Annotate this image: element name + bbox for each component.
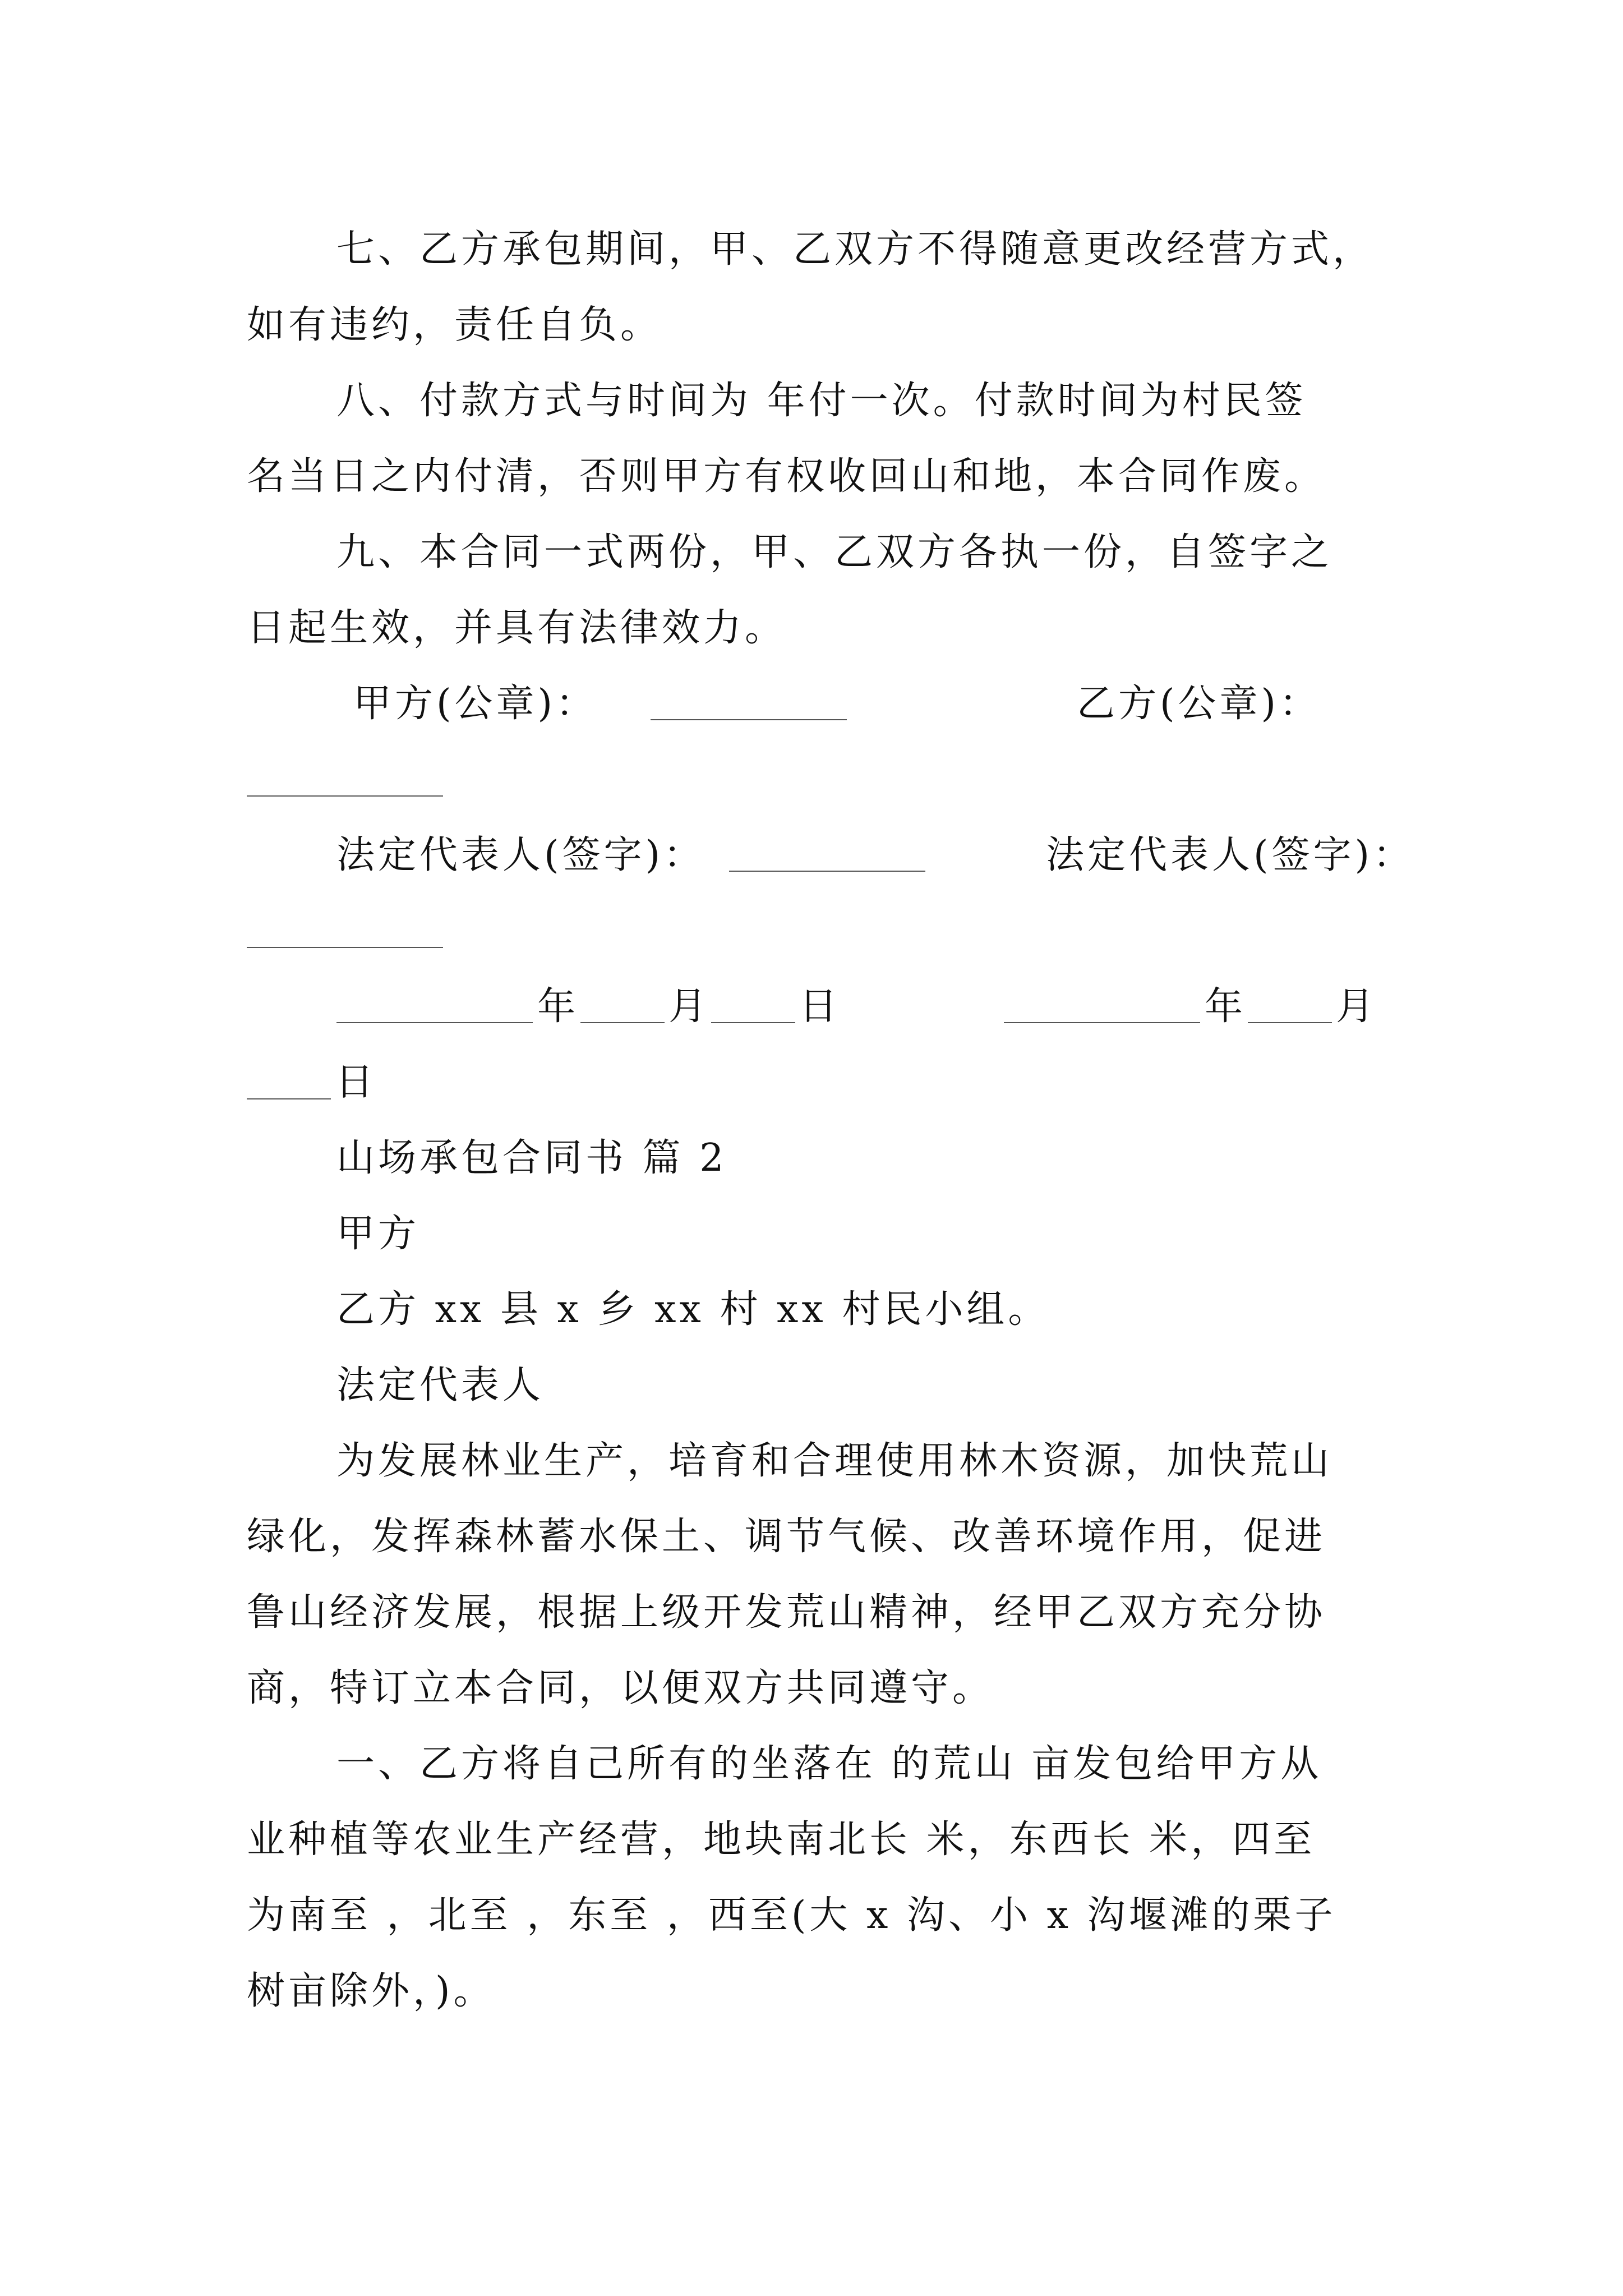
section-2-party-b: 乙方 xx 县 x 乡 xx 村 xx 村民小组。 bbox=[336, 1287, 1050, 1332]
date-a-month-label: 月 bbox=[668, 984, 711, 1029]
article-8-line-2: 名当日之内付清，否则甲方有权收回山和地，本合同作废。 bbox=[247, 454, 1326, 499]
date-a-day-label: 日 bbox=[799, 984, 841, 1029]
date-b-day-blank bbox=[247, 1098, 331, 1099]
legal-rep-b-blank bbox=[247, 947, 443, 948]
date-a-year-blank bbox=[336, 1022, 533, 1023]
intro-line-3: 鲁山经济发展，根据上级开发荒山精神，经甲乙双方充分协 bbox=[247, 1590, 1326, 1635]
article-1-line-3: 为南至 ，北至 ，东至 ，西至(大 x 沟、小 x 沟堰滩的栗子 bbox=[247, 1893, 1336, 1938]
article-7-line-2: 如有违约，责任自负。 bbox=[247, 303, 662, 347]
date-b-month-label: 月 bbox=[1336, 984, 1378, 1029]
date-b-day-label: 日 bbox=[335, 1060, 377, 1105]
party-a-seal-label: 甲方(公章)： bbox=[353, 682, 598, 726]
section-2-legal-rep: 法定代表人 bbox=[336, 1363, 545, 1407]
date-b-month-blank bbox=[1248, 1022, 1332, 1023]
party-b-seal-blank bbox=[247, 795, 443, 797]
date-a-month-blank bbox=[580, 1022, 665, 1023]
party-b-seal-label: 乙方(公章)： bbox=[1077, 682, 1321, 726]
legal-rep-a-label: 法定代表人(签字)： bbox=[336, 833, 706, 877]
intro-line-4: 商，特订立本合同，以便双方共同遵守。 bbox=[247, 1666, 994, 1710]
section-2-party-a: 甲方 bbox=[336, 1212, 420, 1256]
article-8-line-1: 八、付款方式与时间为 年付一次。付款时间为村民签 bbox=[336, 379, 1307, 423]
article-1-line-1: 一、乙方将自己所有的坐落在 的荒山 亩发包给甲方从 bbox=[336, 1742, 1322, 1786]
date-a-day-blank bbox=[711, 1022, 795, 1023]
intro-line-2: 绿化，发挥森林蓄水保土、调节气候、改善环境作用，促进 bbox=[247, 1515, 1326, 1559]
party-a-seal-blank bbox=[651, 719, 847, 720]
date-b-year-blank bbox=[1004, 1022, 1200, 1023]
article-1-line-2: 业种植等农业生产经营，地块南北长 米，东西长 米，四至 bbox=[247, 1818, 1316, 1862]
date-b-year-label: 年 bbox=[1205, 984, 1247, 1029]
article-9-line-2: 日起生效，并具有法律效力。 bbox=[247, 606, 787, 650]
section-2-heading: 山场承包合同书 篇 2 bbox=[336, 1136, 727, 1180]
legal-rep-b-label: 法定代表人(签字)： bbox=[1046, 833, 1415, 877]
article-9-line-1: 九、本合同一式两份，甲、乙双方各执一份，自签字之 bbox=[336, 530, 1333, 574]
date-a-year-label: 年 bbox=[537, 984, 579, 1029]
article-7-line-1: 七、乙方承包期间，甲、乙双方不得随意更改经营方式， bbox=[336, 227, 1375, 272]
article-1-line-4: 树亩除外，)。 bbox=[247, 1969, 495, 2013]
legal-rep-a-blank bbox=[729, 871, 925, 872]
intro-line-1: 为发展林业生产，培育和合理使用林木资源，加快荒山 bbox=[336, 1439, 1333, 1483]
